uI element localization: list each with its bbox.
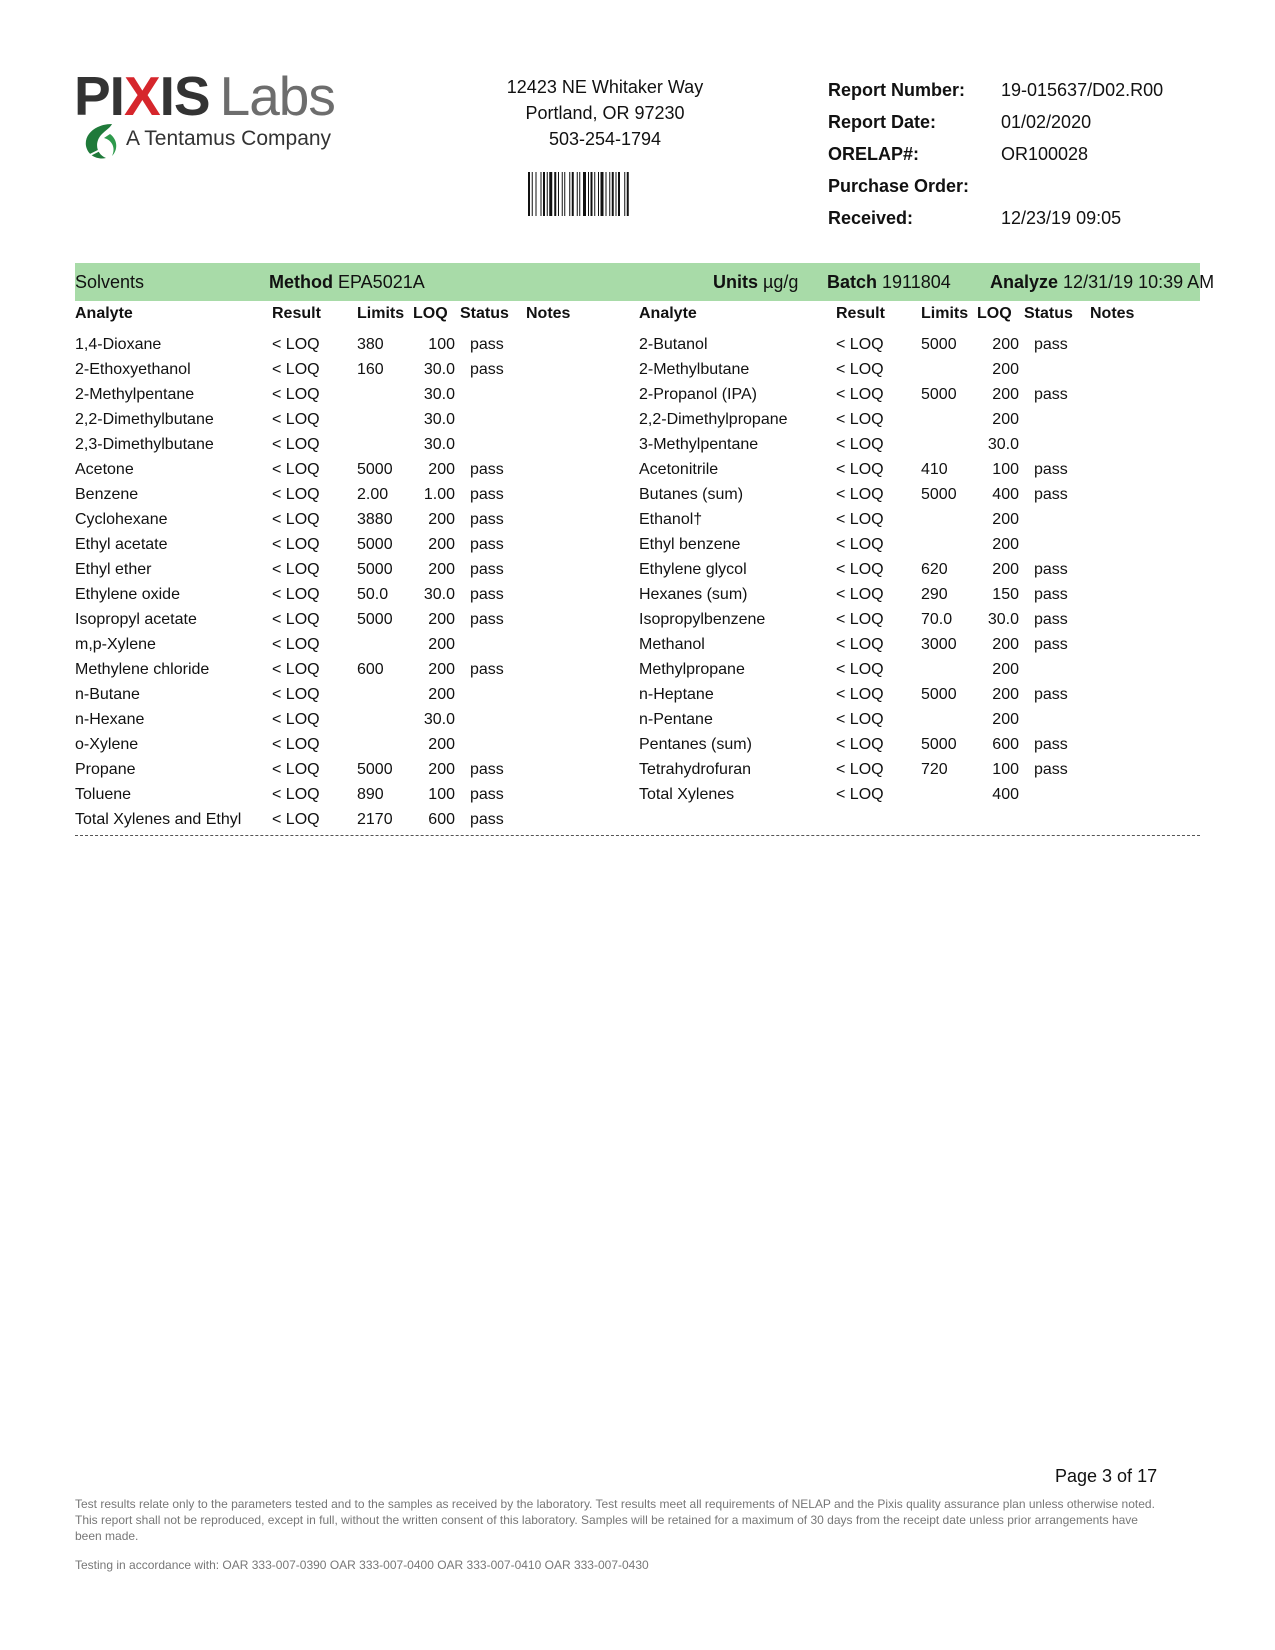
cell-loq: 200 <box>428 536 455 553</box>
cell-limits: 2.00 <box>357 486 389 503</box>
cell-loq: 200 <box>992 386 1019 403</box>
cell-analyte: 2-Ethoxyethanol <box>75 361 191 378</box>
cell-limits: 5000 <box>921 386 957 403</box>
report-number-label: Report Number: <box>828 80 966 100</box>
disclaimer-text: Test results relate only to the parameters tested and to the samples as received by the laboratory. Test results meet all requirements of NELAP and the Pixis quality assurance plan unless otherwise noted. This report shall not be reproduced, except in full, without the written consent of this laboratory. Samples will be retained for a maximum of 30 days from the receipt date unless prior arrangements have been made. <box>75 1497 1155 1543</box>
cell-loq: 100 <box>992 461 1019 478</box>
cell-loq: 200 <box>992 336 1019 353</box>
cell-loq: 200 <box>992 711 1019 728</box>
logo-tagline: A Tentamus Company <box>126 127 332 150</box>
cell-limits: 70.0 <box>921 611 953 628</box>
cell-loq: 30.0 <box>423 361 455 378</box>
cell-analyte: Methanol <box>639 636 705 653</box>
cell-analyte: Hexanes (sum) <box>639 586 748 603</box>
cell-loq: 200 <box>428 511 455 528</box>
cell-status: pass <box>470 611 504 628</box>
purchase-order-row <box>828 170 1248 202</box>
cell-analyte: 2,2-Dimethylbutane <box>75 411 214 428</box>
cell-limits: 620 <box>921 561 948 578</box>
cell-analyte: Benzene <box>75 486 139 503</box>
cell-limits: 5000 <box>357 611 393 628</box>
table-row <box>0 782 1275 807</box>
cell-result: < LOQ <box>272 686 320 703</box>
table-row <box>0 657 1275 682</box>
table-row <box>0 682 1275 707</box>
section-name: Solvents <box>75 272 145 292</box>
cell-status: pass <box>470 786 504 803</box>
cell-loq: 200 <box>428 461 455 478</box>
cell-result: < LOQ <box>272 411 320 428</box>
cell-analyte: 2-Propanol (IPA) <box>639 386 757 403</box>
cell-analyte: Acetone <box>75 461 134 478</box>
cell-loq: 600 <box>428 811 455 828</box>
cell-result: < LOQ <box>272 761 320 778</box>
cell-limits: 5000 <box>921 336 957 353</box>
cell-analyte: Toluene <box>75 786 132 803</box>
col-limits-left: Limits <box>357 305 405 322</box>
cell-result: < LOQ <box>272 461 320 478</box>
cell-status: pass <box>470 811 504 828</box>
company-logo <box>74 64 374 174</box>
leaf-logo-icon <box>82 120 120 162</box>
cell-limits: 720 <box>921 761 948 778</box>
report-date-label: Report Date: <box>828 112 937 132</box>
cell-limits: 5000 <box>921 736 957 753</box>
cell-status: pass <box>1034 561 1068 578</box>
cell-result: < LOQ <box>272 661 320 678</box>
cell-status: pass <box>470 661 504 678</box>
table-row <box>0 757 1275 782</box>
cell-analyte: n-Hexane <box>75 711 145 728</box>
cell-result: < LOQ <box>836 536 884 553</box>
cell-analyte: Pentanes (sum) <box>639 736 752 753</box>
received-label: Received: <box>828 208 914 228</box>
cell-loq: 1.00 <box>423 486 455 503</box>
cell-result: < LOQ <box>272 711 320 728</box>
cell-analyte: Ethanol† <box>639 511 703 528</box>
cell-result: < LOQ <box>272 361 320 378</box>
cell-status: pass <box>1034 461 1068 478</box>
table-row <box>0 507 1275 532</box>
cell-status: pass <box>470 536 504 553</box>
purchase-order-label: Purchase Order: <box>828 176 970 196</box>
cell-analyte: m,p-Xylene <box>75 636 156 653</box>
cell-result: < LOQ <box>272 636 320 653</box>
table-row <box>0 557 1275 582</box>
address-street: 12423 NE Whitaker Way <box>506 77 704 97</box>
cell-result: < LOQ <box>836 486 884 503</box>
report-number-row <box>828 74 1248 106</box>
address-phone: 503-254-1794 <box>548 129 662 149</box>
table-row <box>0 532 1275 557</box>
cell-analyte: 3-Methylpentane <box>639 436 759 453</box>
orelap-label: ORELAP#: <box>828 144 920 164</box>
cell-loq: 30.0 <box>987 611 1019 628</box>
report-number-value: 19-015637/D02.R00 <box>1001 80 1164 100</box>
table-row <box>0 357 1275 382</box>
section-batch: Batch 1911804 <box>827 272 951 292</box>
cell-result: < LOQ <box>272 536 320 553</box>
cell-status: pass <box>1034 736 1068 753</box>
cell-loq: 200 <box>992 536 1019 553</box>
cell-analyte: Ethyl benzene <box>639 536 741 553</box>
col-loq-right: LOQ <box>977 305 1012 322</box>
cell-limits: 5000 <box>357 761 393 778</box>
cell-analyte: Ethyl ether <box>75 561 152 578</box>
cell-limits: 5000 <box>357 536 393 553</box>
cell-result: < LOQ <box>836 561 884 578</box>
barcode-image <box>528 172 670 216</box>
col-limits-right: Limits <box>921 305 969 322</box>
cell-result: < LOQ <box>836 736 884 753</box>
cell-status: pass <box>1034 761 1068 778</box>
cell-limits: 380 <box>357 336 384 353</box>
cell-loq: 200 <box>428 611 455 628</box>
cell-limits: 3880 <box>357 511 393 528</box>
cell-limits: 5000 <box>921 486 957 503</box>
col-status-right: Status <box>1024 305 1073 322</box>
cell-result: < LOQ <box>836 611 884 628</box>
report-date-row <box>828 106 1248 138</box>
cell-analyte: n-Heptane <box>639 686 714 703</box>
col-notes-left: Notes <box>526 305 571 322</box>
report-info <box>828 74 1248 234</box>
cell-limits: 5000 <box>357 561 393 578</box>
lab-address <box>470 74 740 152</box>
page-number: Page 3 of 17 <box>1055 1466 1158 1486</box>
cell-status: pass <box>470 586 504 603</box>
cell-result: < LOQ <box>272 611 320 628</box>
cell-analyte: 1,4-Dioxane <box>75 336 162 353</box>
cell-analyte: 2,2-Dimethylpropane <box>639 411 788 428</box>
cell-result: < LOQ <box>272 786 320 803</box>
cell-analyte: Total Xylenes and Ethyl <box>75 811 242 828</box>
cell-analyte: 2-Butanol <box>639 336 708 353</box>
cell-result: < LOQ <box>836 461 884 478</box>
received-value: 12/23/19 09:05 <box>1001 208 1122 228</box>
cell-analyte: Ethylene glycol <box>639 561 747 578</box>
cell-status: pass <box>1034 686 1068 703</box>
cell-loq: 200 <box>428 561 455 578</box>
cell-analyte: o-Xylene <box>75 736 139 753</box>
cell-loq: 200 <box>428 636 455 653</box>
cell-limits: 410 <box>921 461 948 478</box>
cell-result: < LOQ <box>272 561 320 578</box>
cell-limits: 2170 <box>357 811 393 828</box>
cell-loq: 100 <box>428 786 455 803</box>
cell-result: < LOQ <box>272 811 320 828</box>
cell-result: < LOQ <box>272 436 320 453</box>
table-row <box>0 807 1275 832</box>
cell-status: pass <box>470 511 504 528</box>
cell-limits: 5000 <box>921 686 957 703</box>
cell-analyte: Acetonitrile <box>639 461 719 478</box>
results-table <box>0 332 1275 832</box>
cell-loq: 30.0 <box>423 436 455 453</box>
cell-status: pass <box>1034 386 1068 403</box>
cell-limits: 3000 <box>921 636 957 653</box>
cell-analyte: 2-Methylbutane <box>639 361 750 378</box>
cell-loq: 200 <box>992 686 1019 703</box>
cell-result: < LOQ <box>836 636 884 653</box>
table-end-divider <box>75 835 1200 836</box>
cell-limits: 600 <box>357 661 384 678</box>
col-status-left: Status <box>460 305 509 322</box>
cell-analyte: Methylene chloride <box>75 661 210 678</box>
cell-result: < LOQ <box>272 336 320 353</box>
cell-loq: 30.0 <box>423 586 455 603</box>
col-notes-right: Notes <box>1090 305 1135 322</box>
cell-result: < LOQ <box>836 336 884 353</box>
cell-result: < LOQ <box>836 386 884 403</box>
cell-result: < LOQ <box>836 786 884 803</box>
logo-wordmark: PIXIS Labs <box>74 65 335 127</box>
cell-loq: 30.0 <box>423 386 455 403</box>
cell-loq: 200 <box>992 636 1019 653</box>
cell-loq: 30.0 <box>423 411 455 428</box>
cell-loq: 200 <box>428 761 455 778</box>
cell-result: < LOQ <box>272 386 320 403</box>
cell-loq: 200 <box>992 511 1019 528</box>
cell-loq: 200 <box>428 736 455 753</box>
cell-loq: 100 <box>428 336 455 353</box>
cell-result: < LOQ <box>836 661 884 678</box>
compliance-text: Testing in accordance with: OAR 333-007-0390 OAR 333-007-0400 OAR 333-007-0410 OAR 333-007-0430 <box>75 1558 649 1572</box>
cell-loq: 200 <box>992 561 1019 578</box>
cell-status: pass <box>470 761 504 778</box>
cell-result: < LOQ <box>836 511 884 528</box>
cell-loq: 200 <box>992 361 1019 378</box>
cell-analyte: Isopropyl acetate <box>75 611 197 628</box>
cell-result: < LOQ <box>836 686 884 703</box>
cell-loq: 200 <box>992 661 1019 678</box>
report-date-value: 01/02/2020 <box>1001 112 1092 132</box>
cell-limits: 160 <box>357 361 384 378</box>
cell-status: pass <box>470 561 504 578</box>
table-row <box>0 432 1275 457</box>
cell-result: < LOQ <box>272 736 320 753</box>
col-analyte-left: Analyte <box>75 305 133 322</box>
cell-limits: 290 <box>921 586 948 603</box>
cell-status: pass <box>1034 486 1068 503</box>
table-row <box>0 607 1275 632</box>
section-method: Method EPA5021A <box>269 272 425 292</box>
orelap-value: OR100028 <box>1001 144 1089 164</box>
received-row <box>828 202 1248 234</box>
cell-status: pass <box>1034 336 1068 353</box>
cell-status: pass <box>1034 586 1068 603</box>
orelap-row <box>828 138 1248 170</box>
cell-result: < LOQ <box>836 586 884 603</box>
cell-status: pass <box>470 336 504 353</box>
table-row <box>0 482 1275 507</box>
cell-analyte: 2,3-Dimethylbutane <box>75 436 214 453</box>
section-header-bar <box>75 263 1215 301</box>
col-analyte-right: Analyte <box>639 305 697 322</box>
cell-result: < LOQ <box>836 411 884 428</box>
cell-limits: 890 <box>357 786 384 803</box>
cell-limits: 50.0 <box>357 586 389 603</box>
cell-analyte: n-Butane <box>75 686 140 703</box>
table-row <box>0 632 1275 657</box>
cell-loq: 600 <box>992 736 1019 753</box>
cell-status: pass <box>1034 636 1068 653</box>
table-row <box>0 582 1275 607</box>
cell-analyte: 2-Methylpentane <box>75 386 195 403</box>
cell-result: < LOQ <box>836 436 884 453</box>
section-units: Units µg/g <box>713 272 799 292</box>
cell-result: < LOQ <box>836 361 884 378</box>
cell-status: pass <box>470 461 504 478</box>
table-row <box>0 732 1275 757</box>
cell-result: < LOQ <box>836 711 884 728</box>
cell-loq: 30.0 <box>987 436 1019 453</box>
cell-limits: 5000 <box>357 461 393 478</box>
cell-analyte: Total Xylenes <box>639 786 735 803</box>
cell-status: pass <box>470 486 504 503</box>
cell-loq: 400 <box>992 786 1019 803</box>
cell-loq: 150 <box>992 586 1019 603</box>
table-row <box>0 457 1275 482</box>
table-row <box>0 332 1275 357</box>
cell-result: < LOQ <box>272 511 320 528</box>
cell-result: < LOQ <box>272 486 320 503</box>
table-row <box>0 407 1275 432</box>
cell-result: < LOQ <box>836 761 884 778</box>
table-row <box>0 382 1275 407</box>
col-result-left: Result <box>272 305 321 322</box>
table-row <box>0 707 1275 732</box>
cell-loq: 200 <box>428 661 455 678</box>
cell-loq: 200 <box>992 411 1019 428</box>
cell-analyte: Isopropylbenzene <box>639 611 766 628</box>
cell-loq: 200 <box>428 686 455 703</box>
cell-loq: 100 <box>992 761 1019 778</box>
cell-analyte: Tetrahydrofuran <box>639 761 752 778</box>
cell-analyte: n-Pentane <box>639 711 713 728</box>
cell-analyte: Methylpropane <box>639 661 745 678</box>
cell-status: pass <box>470 361 504 378</box>
cell-loq: 400 <box>992 486 1019 503</box>
section-analyze: Analyze 12/31/19 10:39 AM <box>990 272 1215 292</box>
cell-loq: 30.0 <box>423 711 455 728</box>
cell-result: < LOQ <box>272 586 320 603</box>
cell-analyte: Ethylene oxide <box>75 586 180 603</box>
cell-analyte: Cyclohexane <box>75 511 168 528</box>
cell-analyte: Butanes (sum) <box>639 486 744 503</box>
cell-analyte: Propane <box>75 761 136 778</box>
col-loq-left: LOQ <box>413 305 448 322</box>
cell-status: pass <box>1034 611 1068 628</box>
cell-analyte: Ethyl acetate <box>75 536 168 553</box>
col-result-right: Result <box>836 305 885 322</box>
address-city: Portland, OR 97230 <box>525 103 685 123</box>
